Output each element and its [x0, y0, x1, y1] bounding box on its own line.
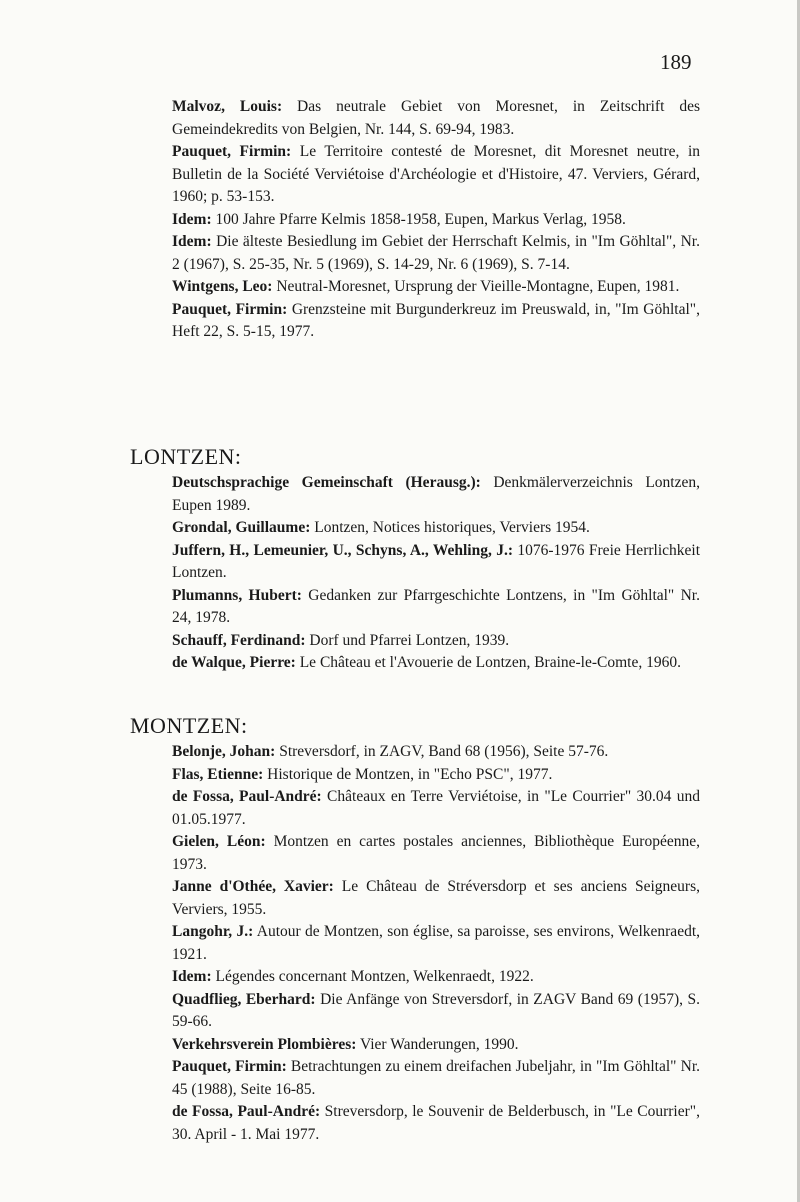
entry-author: Wintgens, Leo:	[172, 278, 273, 295]
entry-author: Idem:	[172, 968, 212, 985]
bibliography-entry	[172, 989, 700, 1034]
bibliography-entry	[172, 966, 700, 989]
bibliography-entry	[172, 96, 700, 141]
entry-author: de Walque, Pierre:	[172, 654, 296, 671]
entry-text: Le Territoire contesté de Moresnet, dit Moresnet neutre, in Bulletin de la Société Verviétoise d'Archéologie et d'Histoire, 47. Verviers, Gérard, 1960; p. 53-153.	[172, 143, 700, 205]
bibliography-entry	[172, 1034, 700, 1057]
entry-text: Châteaux en Terre Verviétoise, in "Le Courrier" 30.04 und 01.05.1977.	[172, 788, 700, 828]
entry-text: Die Anfänge von Streversdorf, in ZAGV Band 69 (1957), S. 59-66.	[172, 990, 701, 1030]
entry-text: Lontzen, Notices historiques, Verviers 1954.	[310, 519, 590, 536]
entry-text: Le Château de Stréversdorp et ses anciens Seigneurs, Verviers, 1955.	[172, 878, 700, 918]
entry-list	[172, 741, 700, 1146]
entry-text: 100 Jahre Pfarre Kelmis 1858-1958, Eupen, Markus Verlag, 1958.	[211, 210, 626, 228]
bibliography-entry	[172, 141, 700, 209]
entry-author: Belonje, Johan:	[172, 743, 276, 760]
bibliography-entry	[172, 517, 700, 540]
entry-author: Langohr, J.:	[172, 923, 254, 940]
entry-text: Neutral-Moresnet, Ursprung der Vieille-Montagne, Eupen, 1981.	[272, 278, 680, 295]
entry-author: Idem:	[172, 210, 212, 228]
bibliography-entry	[172, 876, 700, 921]
entry-author: Deutschsprachige Gemeinschaft (Herausg.):	[172, 474, 481, 491]
bibliography-entry	[172, 1101, 700, 1146]
entry-text: Légendes concernant Montzen, Welkenraedt, 1922.	[211, 968, 534, 985]
entry-text: Die älteste Besiedlung im Gebiet der Herrschaft Kelmis, in "Im Göhltal", Nr. 2 (1967), S. 25-35, Nr. 5 (1969), S. 14-29, Nr. 6 (1969), S. 7-14.	[172, 233, 700, 273]
entry-author: Gielen, Léon:	[172, 833, 266, 850]
entry-text: 1076-1976 Freie Herrlichkeit Lontzen.	[172, 541, 700, 581]
entry-author: Flas, Etienne:	[172, 765, 264, 783]
entry-text: Streversdorf, in ZAGV, Band 68 (1956), Seite 57-76.	[275, 743, 609, 760]
bibliography-entry	[172, 472, 700, 517]
bibliography-entry	[172, 652, 700, 675]
entry-author: Pauquet, Firmin:	[172, 300, 288, 318]
entry-text: Historique de Montzen, in "Echo PSC", 1977.	[263, 765, 553, 783]
bibliography-entry	[172, 741, 700, 764]
entry-author: Juffern, H., Lemeunier, U., Schyns, A., Wehling, J.:	[172, 541, 514, 559]
bibliography-entry	[172, 1056, 700, 1101]
entry-text: Autour de Montzen, son église, sa paroisse, ses environs, Welkenraedt, 1921.	[172, 923, 700, 963]
entry-author: Plumanns, Hubert:	[172, 586, 302, 604]
entry-author: Grondal, Guillaume:	[172, 519, 311, 536]
bibliography-entry	[172, 209, 700, 232]
bibliography-entry	[172, 921, 700, 966]
entry-author: de Fossa, Paul-André:	[172, 788, 322, 805]
entry-author: Schauff, Ferdinand:	[172, 631, 306, 649]
entry-author: Janne d'Othée, Xavier:	[172, 878, 334, 895]
entry-author: de Fossa, Paul-André:	[172, 1103, 321, 1120]
bibliography-entry	[172, 276, 700, 299]
entry-author: Verkehrsverein Plombières:	[172, 1035, 357, 1053]
entry-text: Streversdorp, le Souvenir de Belderbusch, in "Le Courrier", 30. April - 1. Mai 1977.	[172, 1103, 700, 1143]
bibliography-entry	[172, 831, 700, 876]
entry-author: Quadflieg, Eberhard:	[172, 990, 316, 1008]
entry-text: Das neutrale Gebiet von Moresnet, in Zeitschrift des Gemeindekredits von Belgien, Nr. 144, S. 69-94, 1983.	[172, 98, 700, 138]
entry-text: Betrachtungen zu einem dreifachen Jubeljahr, in "Im Göhltal" Nr. 45 (1988), Seite 16-85.	[172, 1058, 700, 1098]
bibliography-entry	[172, 231, 700, 276]
entry-list	[172, 96, 700, 344]
entry-text: Gedanken zur Pfarrgeschichte Lontzens, in "Im Göhltal" Nr. 24, 1978.	[172, 586, 700, 626]
bibliography-entry	[172, 540, 700, 585]
entry-text: Montzen en cartes postales anciennes, Bibliothèque Européenne, 1973.	[172, 833, 700, 873]
entry-list	[172, 472, 700, 675]
section-heading-montzen: MONTZEN:	[130, 713, 248, 738]
entry-text: Dorf und Pfarrei Lontzen, 1939.	[305, 631, 510, 649]
bibliography-entry	[172, 585, 700, 630]
entry-text: Vier Wanderungen, 1990.	[356, 1035, 519, 1053]
section-heading-lontzen: LONTZEN:	[130, 444, 242, 469]
bibliography-entry	[172, 786, 700, 831]
entry-author: Pauquet, Firmin:	[172, 143, 292, 160]
page-number: 189	[660, 50, 692, 74]
bibliography-entry	[172, 299, 700, 344]
bibliography-entry	[172, 764, 700, 787]
entry-author: Malvoz, Louis:	[172, 98, 283, 115]
entry-text: Le Château et l'Avouerie de Lontzen, Braine-le-Comte, 1960.	[295, 654, 681, 671]
entry-text: Grenzsteine mit Burgunderkreuz im Preuswald, in, "Im Göhltal", Heft 22, S. 5-15, 1977.	[172, 300, 700, 340]
entry-author: Pauquet, Firmin:	[172, 1058, 287, 1075]
entry-text: Denkmälerverzeichnis Lontzen, Eupen 1989.	[172, 474, 700, 514]
entry-author: Idem:	[172, 233, 212, 250]
bibliography-entry	[172, 630, 700, 653]
